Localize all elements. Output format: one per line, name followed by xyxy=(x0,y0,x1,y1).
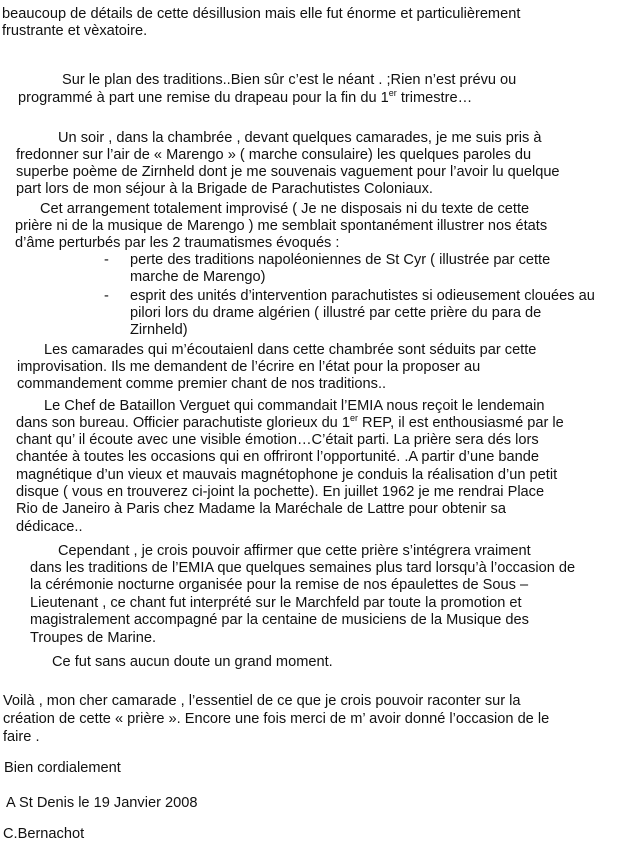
closing-text: Bien cordialement xyxy=(4,760,121,776)
text-line: disque ( vous en trouverez ci-joint la pochette). En juillet 1962 je me rendrai Place xyxy=(16,484,545,500)
text-line: beaucoup de détails de cette désillusion mais elle fut énorme et particulièrement xyxy=(2,6,521,22)
text-line: création de cette « prière ». Encore une fois merci de m’ avoir donné l’occasion de le xyxy=(3,711,550,727)
text-line: dans son bureau. Officier parachutiste glorieux du 1er REP, il est enthousiasmé par le xyxy=(16,413,564,431)
list-item: perte des traditions napoléoniennes de St Cyr ( illustrée par cette xyxy=(130,252,551,268)
text-line: Troupes de Marine. xyxy=(30,630,156,646)
text-line: magnétique d’un vieux et mauvais magnétophone je conduis la réalisation d’un petit xyxy=(16,467,558,483)
superscript: er xyxy=(388,88,397,98)
text-line: faire . xyxy=(3,729,40,745)
text-line: superbe poème de Zirnheld dont je me souvenais vaguement pour l’avoir lu quelque xyxy=(16,164,560,180)
text-line: chantée à toutes les occasions qui en offriront l’opportunité. .A partir d’une bande xyxy=(16,449,540,465)
list-item: Zirnheld) xyxy=(130,322,188,338)
text-line: frustrante et vèxatoire. xyxy=(2,23,148,39)
text-line: prière ni de la musique de Marengo ) me semblait spontanément illustrer nos états xyxy=(15,218,548,234)
text-line: Un soir , dans la chambrée , devant quelques camarades, je me suis pris à xyxy=(58,130,542,146)
list-item: pilori lors du drame algérien ( illustré par cette prière du para de xyxy=(130,305,542,321)
list-item: marche de Marengo) xyxy=(130,269,266,285)
text-line: Sur le plan des traditions..Bien sûr c’est le néant . ;Rien n’est prévu ou xyxy=(62,72,517,88)
text-line: programmé à part une remise du drapeau pour la fin du 1er trimestre… xyxy=(18,88,473,106)
list-dash: - xyxy=(104,252,109,268)
text-line: fredonner sur l’air de « Marengo » ( marche consulaire) les quelques paroles du xyxy=(16,147,532,163)
text-line: part lors de mon séjour à la Brigade de Parachutistes Coloniaux. xyxy=(16,181,433,197)
text-line: Lieutenant , ce chant fut interprété sur le Marchfeld par toute la promotion et xyxy=(30,595,522,611)
text-line: Cependant , je crois pouvoir affirmer que cette prière s’intégrera vraiment xyxy=(58,543,531,559)
text-line: magistralement accompagné par la centaine de musiciens de la Musique des xyxy=(30,612,529,628)
place-date: A St Denis le 19 Janvier 2008 xyxy=(6,795,198,811)
list-dash: - xyxy=(104,288,109,304)
list-item: esprit des unités d’intervention parachutistes si odieusement clouées au xyxy=(130,288,595,304)
text-line: la cérémonie nocturne organisée pour la remise de nos épaulettes de Sous – xyxy=(30,577,529,593)
text-line: chant qu’ il écoute avec une visible émotion…C’était parti. La prière sera dés lors xyxy=(16,432,539,448)
text-line: improvisation. Ils me demandent de l’écrire en l’état pour la proposer au xyxy=(17,359,481,375)
text-line: Le Chef de Bataillon Verguet qui commandait l’EMIA nous reçoit le lendemain xyxy=(44,398,545,414)
text-line: Les camarades qui m’écoutaienl dans cette chambrée sont séduits par cette xyxy=(44,342,537,358)
text-line: Voilà , mon cher camarade , l’essentiel de ce que je crois pouvoir raconter sur la xyxy=(3,693,521,709)
text-line: d’âme perturbés par les 2 traumatismes évoqués : xyxy=(15,235,340,251)
text-line: Rio de Janeiro à Paris chez Madame la Maréchale de Lattre pour obtenir sa xyxy=(16,501,506,517)
text-line: Cet arrangement totalement improvisé ( Je ne disposais ni du texte de cette xyxy=(40,201,530,217)
text-line: dédicace.. xyxy=(16,519,83,535)
text-line: commandement comme premier chant de nos traditions.. xyxy=(17,376,387,392)
superscript: er xyxy=(349,413,358,423)
text-line: Ce fut sans aucun doute un grand moment. xyxy=(52,654,333,670)
text-line: dans les traditions de l’EMIA que quelques semaines plus tard lorsqu’à l’occasion de xyxy=(30,560,576,576)
signature-name: C.Bernachot xyxy=(3,826,85,842)
